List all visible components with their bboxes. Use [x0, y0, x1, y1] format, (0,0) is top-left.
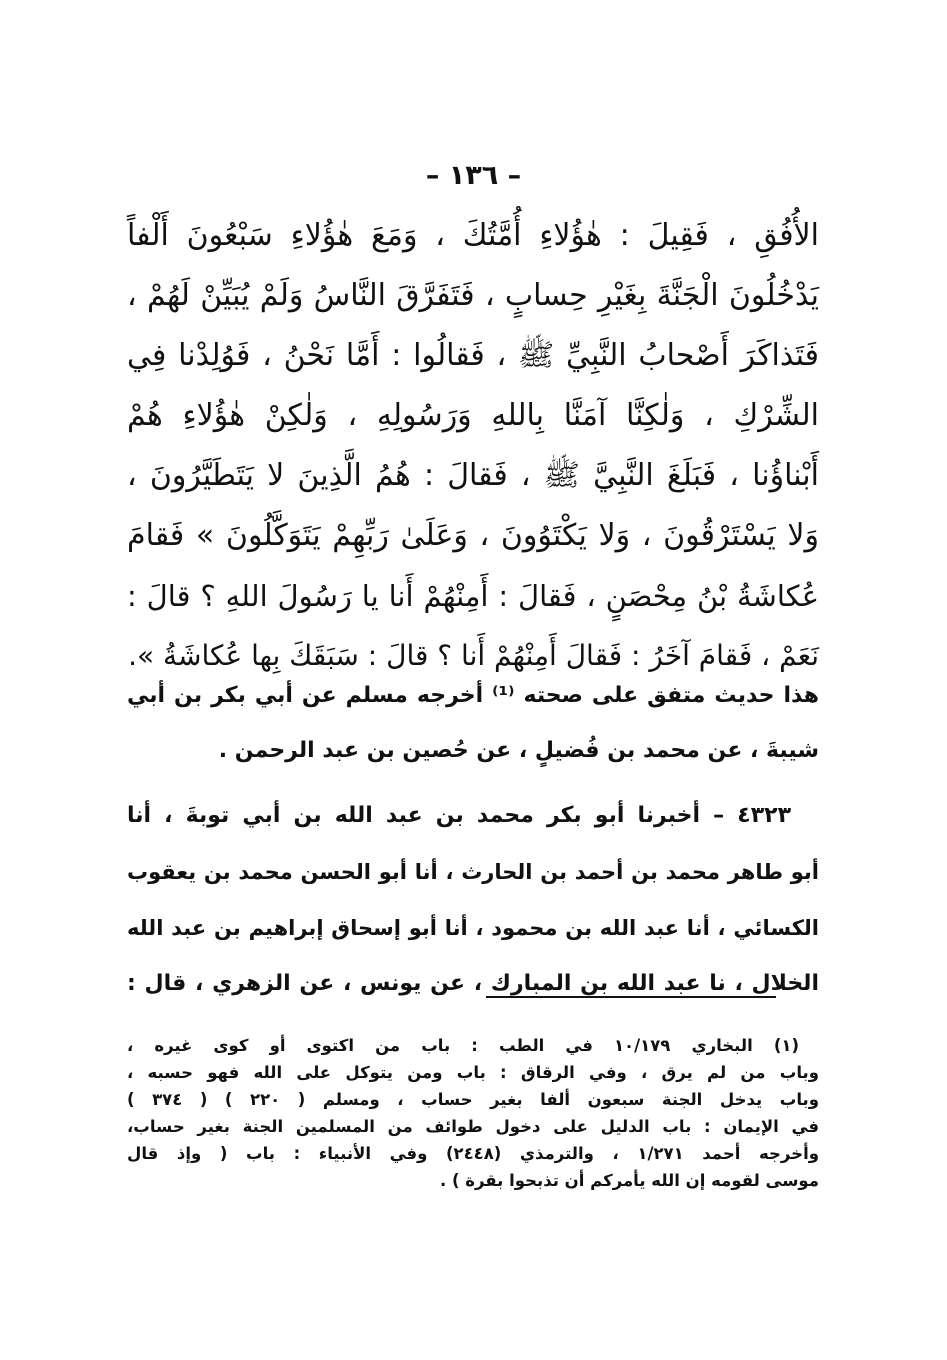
main-text-line: الأُفُقِ ، فَقِيلَ : هٰؤُلاءِ أُمَّتُكَ ، وَمَعَ هٰؤُلاءِ سَبْعُونَ أَلْفاً	[127, 218, 819, 253]
hadith-isnad-block	[127, 788, 819, 1012]
page-number: – ١٣٦ –	[425, 160, 522, 191]
main-text-block	[127, 206, 819, 686]
main-text-line: نَعَمْ ، فَقامَ آخَرُ : فَقالَ أَمِنْهُمْ أَنا ؟ قالَ : سَبَقَكَ بِها عُكاشَةُ ».	[128, 639, 819, 672]
main-text-line: الشِّرْكِ ، وَلٰكِنَّا آمَنَّا بِاللهِ وَرَسُولِهِ ، وَلٰكِنْ هٰؤُلاءِ هُمْ	[127, 398, 819, 433]
hadith-line: الكسائي ، أنا عبد الله بن محمود ، أنا أبو إسحاق إبراهيم بن عبد الله	[127, 916, 819, 940]
hadith-line: أبو طاهر محمد بن أحمد بن الحارث ، أنا أبو الحسن محمد بن يعقوب	[127, 860, 819, 884]
footnotes-block	[127, 1032, 819, 1194]
hadith-line: الخلال ، نا عبد الله بن المبارك ، عن يونس ، عن الزهري ، قال :	[127, 971, 819, 996]
hadith-line: ٤٣٢٣ – أخبرنا أبو بكر محمد بن عبد الله بن أبي توبةَ ، أنا	[127, 803, 791, 828]
footnote-line: موسى لقومه إن الله يأمركم أن تذبحوا بقرة ) .	[440, 1171, 819, 1190]
footnote-line: (١) البخاري ١٠/١٧٩ في الطب : باب من اكتوى أو كوى غيره ،	[127, 1036, 799, 1055]
main-text-line: يَدْخُلُونَ الْجَنَّةَ بِغَيْرِ حِسابٍ ، فَتَفَرَّقَ النَّاسُ وَلَمْ يُبَيِّنْ لَهُمْ ،	[127, 278, 819, 313]
commentary-block	[127, 668, 819, 778]
footnote-line: وأخرجه أحمد ١/٢٧١ ، والترمذي (٢٤٤٨) وفي الأنبياء : باب ( وإذ قال	[127, 1144, 819, 1163]
footnote-line: في الإيمان : باب الدليل على دخول طوائف من المسلمين الجنة بغير حساب،	[127, 1117, 819, 1136]
main-text-line: عُكاشَةُ بْنُ مِحْصَنٍ ، فَقالَ : أَمِنْهُمْ أَنا يا رَسُولَ اللهِ ؟ قالَ :	[127, 579, 819, 613]
footnote-line: وباب يدخل الجنة سبعون ألفا بغير حساب ، ومسلم ( ٢٢٠ ) ( ٣٧٤ )	[127, 1090, 819, 1109]
main-text-line: وَلا يَسْتَرْقُونَ ، وَلا يَكْتَوُونَ ، وَعَلَىٰ رَبِّهِمْ يَتَوَكَّلُونَ » فَقامَ	[127, 518, 819, 553]
footnote-separator	[486, 996, 776, 998]
main-text-line: فَتَذاكَرَ أَصْحابُ النَّبِيِّ ﷺ ، فَقالُوا : أَمَّا نَحْنُ ، فَوُلِدْنا فِي	[127, 338, 819, 373]
commentary-line: شيبةَ ، عن محمد بن فُضيلٍ ، عن حُصين بن عبد الرحمن .	[218, 738, 819, 763]
main-text-line: أَبْناؤُنا ، فَبَلَغَ النَّبِيَّ ﷺ ، فَقالَ : هُمُ الَّذِينَ لا يَتَطَيَّرُونَ ،	[127, 458, 819, 493]
footnote-line: وباب من لم يرق ، وفي الرقاق : باب ومن يتوكل على الله فهو حسبه ،	[127, 1063, 819, 1082]
commentary-line: هذا حديث متفق على صحته ⁽¹⁾ أخرجه مسلم عن أبي بكر بن أبي	[127, 683, 820, 708]
